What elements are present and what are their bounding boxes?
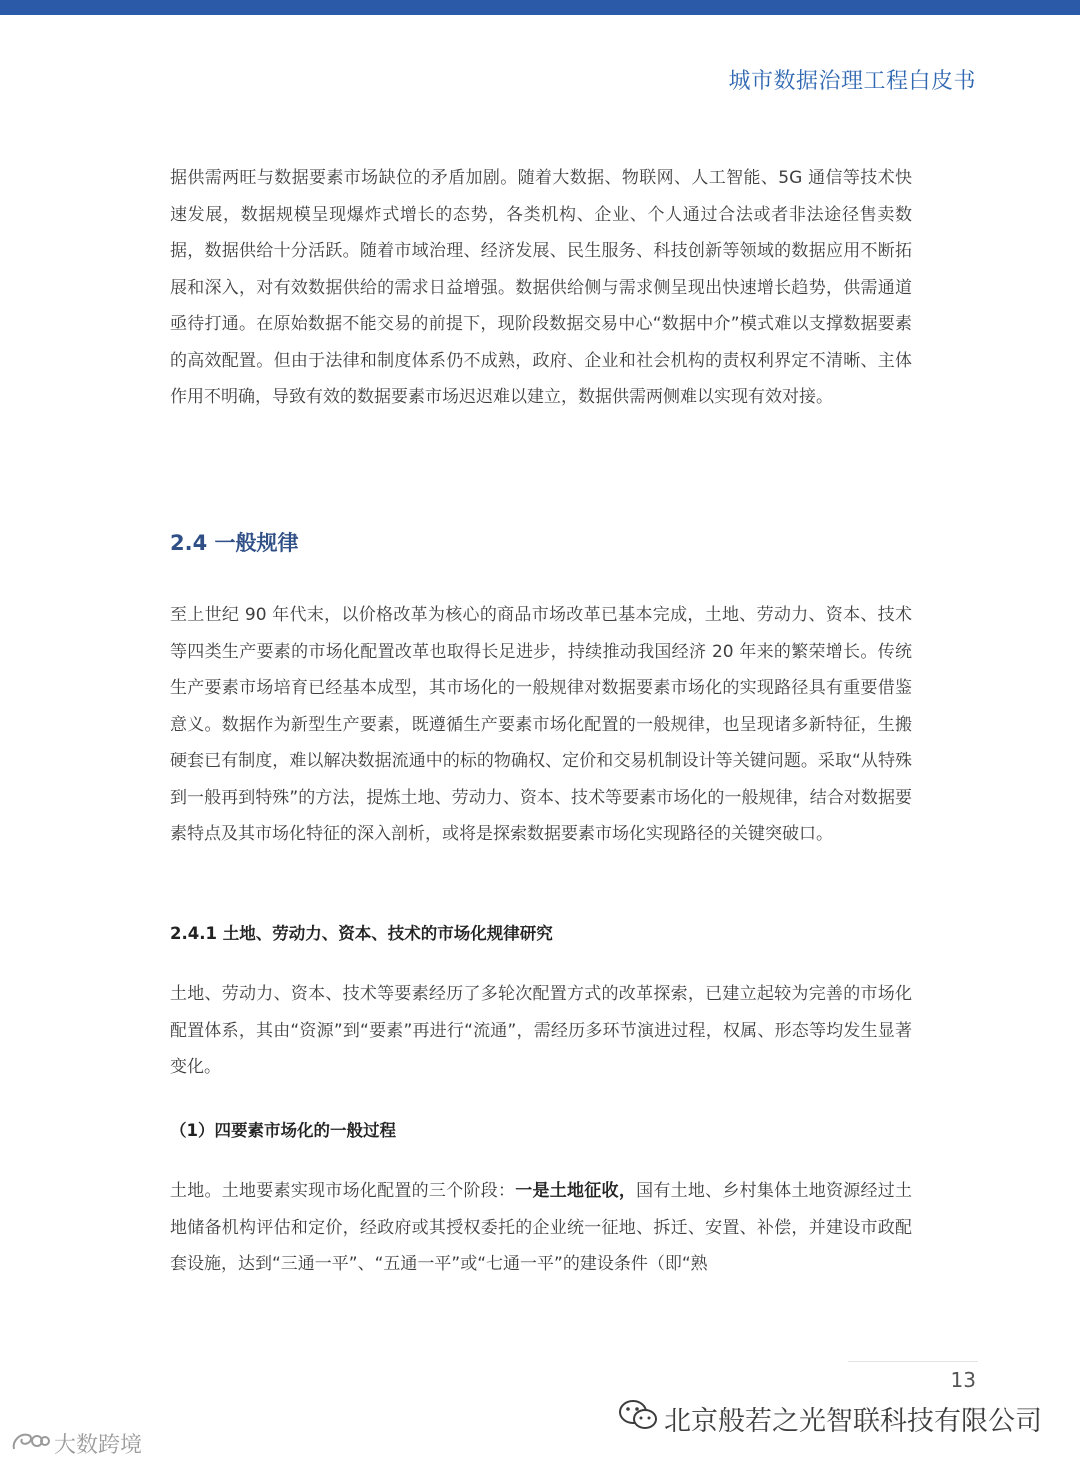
paragraph-land-rest: 国有土地、乡村集体土地资源经过土地储备机构评估和定价，经政府或其授权委托的企业统一征地、拆迁、安置、补偿，并建设市政配套设施，达到“三通一平”、“五通一平”或“七通一平”的建设条件（即“熟	[170, 1181, 913, 1274]
top-accent-bar	[0, 0, 1080, 15]
paragraph-land-intro: 土地。土地要素实现市场化配置的三个阶段：	[170, 1181, 516, 1201]
paragraph-land	[170, 1173, 912, 1283]
watermark-source	[10, 1428, 142, 1459]
watermark-source-text: 大数跨境	[54, 1433, 143, 1458]
weibo-like-icon	[10, 1429, 50, 1459]
section-heading: 2.4 一般规律	[170, 531, 299, 555]
subsection-heading: 2.4.1 土地、劳动力、资本、技术的市场化规律研究	[170, 924, 553, 943]
page-number: 13	[950, 1368, 976, 1392]
wechat-icon	[618, 1398, 658, 1439]
subsubsection-heading: （1）四要素市场化的一般过程	[170, 1121, 396, 1140]
paragraph-four-factors: 土地、劳动力、资本、技术等要素经历了多轮次配置方式的改革探索，已建立起较为完善的市场化配置体系，其由“资源”到“要素”再进行“流通”，需经历多环节演进过程，权属、形态等均发生显著变化。	[170, 984, 912, 1077]
paragraph-land-bold: 一是土地征收，	[515, 1181, 637, 1201]
watermark-company	[618, 1398, 1042, 1439]
paragraph-intro: 据供需两旺与数据要素市场缺位的矛盾加剧。随着大数据、物联网、人工智能、5G 通信等技术快速发展，数据规模呈现爆炸式增长的态势，各类机构、企业、个人通过合法或者非法途径售卖数据，数据供给十分活跃。随着市域治理、经济发展、民生服务、科技创新等领域的数据应用不断拓展和深入，对有效数据供给的需求日益增强。数据供给侧与需求侧呈现出快速增长趋势，供需通道亟待打通。在原始数据不能交易的前提下，现阶段数据交易中心“数据中介”模式难以支撑数据要素的高效配置。但由于法律和制度体系仍不成熟，政府、企业和社会机构的责权利界定不清晰、主体作用不明确，导致有效的数据要素市场迟迟难以建立，数据供需两侧难以实现有效对接。	[170, 168, 912, 407]
paragraph-general-rules: 至上世纪 90 年代末，以价格改革为核心的商品市场改革已基本完成，土地、劳动力、资本、技术等四类生产要素的市场化配置改革也取得长足进步，持续推动我国经济 20 年来的繁荣增长。传统生产要素市场培育已经基本成型，其市场化的一般规律对数据要素市场化的实现路径具有重要借鉴意义。数据作为新型生产要素，既遵循生产要素市场化配置的一般规律，也呈现诸多新特征，生搬硬套已有制度，难以解决数据流通中的标的物确权、定价和交易机制设计等关键问题。采取“从特殊到一般再到特殊”的方法，提炼土地、劳动力、资本、技术等要素市场化的一般规律，结合对数据要素特点及其市场化特征的深入剖析，或将是探索数据要素市场化实现路径的关键突破口。	[170, 605, 912, 844]
document-header-title: 城市数据治理工程白皮书	[728, 69, 976, 94]
page-number-rule	[848, 1361, 978, 1362]
watermark-company-text: 北京般若之光智联科技有限公司	[664, 1406, 1042, 1437]
